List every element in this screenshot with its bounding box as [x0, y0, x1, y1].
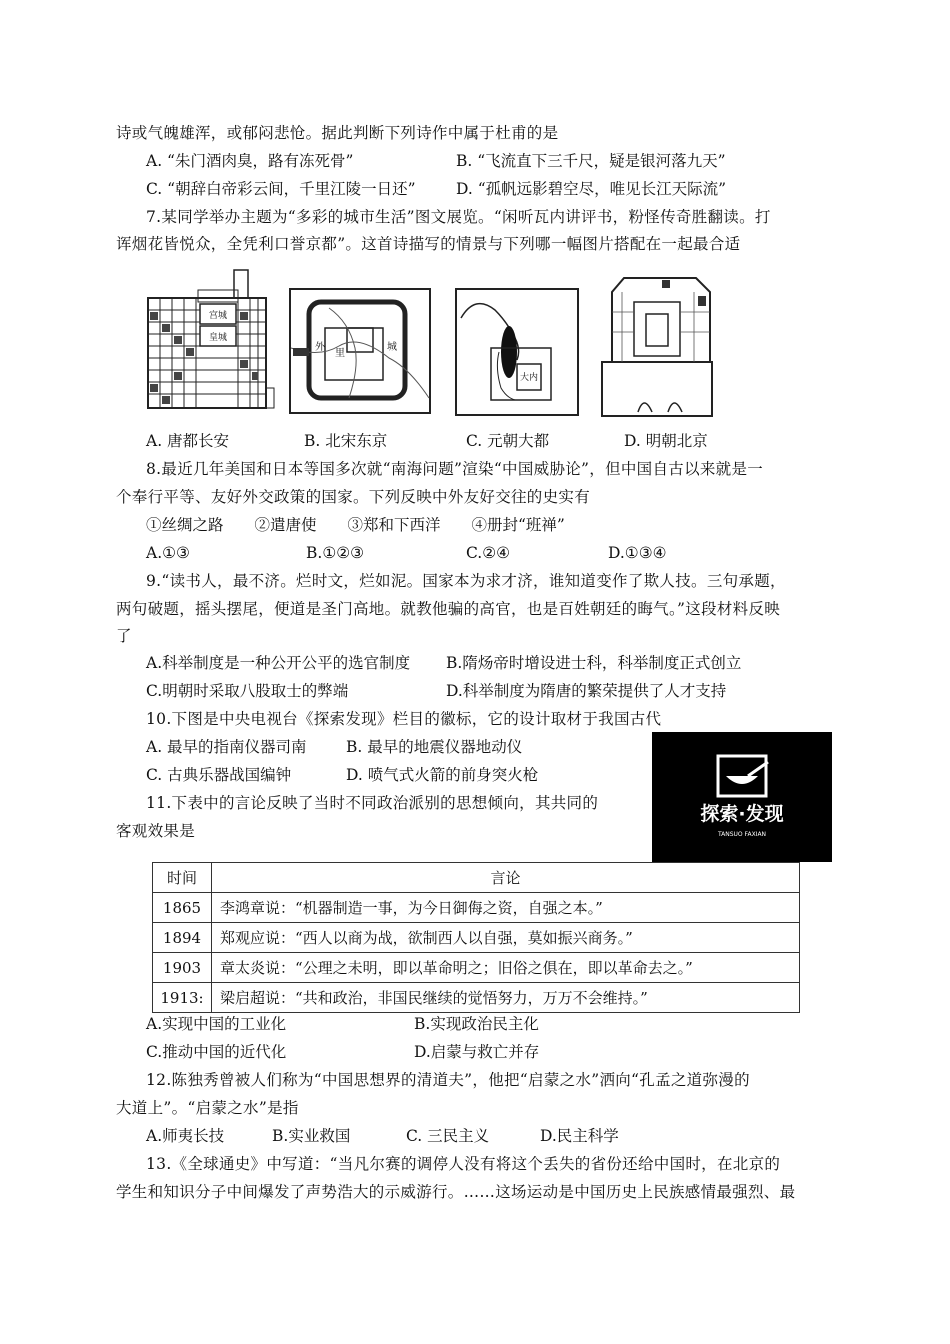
question-9: 9.“读书人，最不济。烂时文，烂如泥。国家本为求才济，谁知道变作了欺人技。三句承题， [146, 572, 786, 590]
option-b: B.实业救国 [272, 1127, 351, 1145]
logo-text: 探索·发现 [700, 803, 784, 825]
option-b: B.实现政治民主化 [414, 1015, 539, 1033]
text-line: 两句破题，摇头摆尾，便道是圣门高地。就教他骗的高官，也是百姓朝廷的晦气。”这段材料反映 [116, 600, 781, 618]
map-label: 城 [387, 342, 397, 353]
logo-icon [652, 732, 832, 862]
item-list: ①丝绸之路 ②遣唐使 ③郑和下西洋 ④册封“班禅” [146, 516, 565, 534]
option-c: C.②④ [466, 544, 511, 562]
option-a: A.实现中国的工业化 [146, 1015, 287, 1033]
option-b: B. 北宋东京 [304, 432, 388, 450]
cell-year: 1903 [153, 953, 212, 983]
map-label: 皇城 [208, 333, 228, 343]
map-label: 大内 [519, 373, 539, 383]
map-label: 外 [315, 342, 325, 353]
option-d: D.①③④ [608, 544, 667, 562]
header-year: 时间 [153, 863, 212, 893]
logo-subtext: TANSUO FAXIAN [717, 831, 767, 838]
question-13: 13.《全球通史》中写道：“当凡尔赛的调停人没有将这个丢失的省份还给中国时，在北京的 [146, 1155, 781, 1173]
text-line: 了 [116, 627, 132, 645]
option-d: D.科举制度为隋唐的繁荣提供了人才支持 [446, 682, 727, 700]
cell-year: 1865 [153, 893, 212, 923]
option-d: D. 喷气式火箭的前身突火枪 [346, 766, 539, 784]
text-line: 个奉行平等、友好外交政策的国家。下列反映中外友好交往的史实有 [116, 488, 591, 506]
cell-year: 1894 [153, 923, 212, 953]
cell-year: 1913: [153, 983, 212, 1013]
question-8: 8.最近几年美国和日本等国多次就“南海问题”渲染“中国威胁论”，但中国自古以来就是一 [146, 460, 764, 478]
option-a: A.师夷长技 [146, 1127, 225, 1145]
header-quote: 言论 [212, 863, 800, 893]
option-c: C. 元朝大都 [466, 432, 550, 450]
text-line: 大道上”。“启蒙之水”是指 [116, 1099, 299, 1117]
option-b: B.①②③ [306, 544, 365, 562]
option-d: D.启蒙与救亡并存 [414, 1043, 540, 1061]
map-label: 宫城 [208, 311, 228, 321]
option-c: C.推动中国的近代化 [146, 1043, 287, 1061]
option-a: A. “朱门酒肉臭，路有冻死骨” [146, 152, 354, 170]
option-c: C.明朝时采取八股取士的弊端 [146, 682, 349, 700]
question-10: 10.下图是中央电视台《探索发现》栏目的徽标，它的设计取材于我国古代 [146, 710, 662, 728]
map-dadu [455, 288, 579, 416]
option-b: B.隋炀帝时增设进士科，科举制度正式创立 [446, 654, 742, 672]
cell-quote: 梁启超说：“共和政治，非国民继续的觉悟努力，万万不会维持。” [212, 983, 800, 1013]
option-a: A. 最早的指南仪器司南 [146, 738, 307, 756]
option-d: D. “孤帆远影碧空尽，唯见长江天际流” [456, 180, 727, 198]
table-row [153, 893, 800, 923]
cell-quote: 李鸿章说：“机器制造一事，为今日御侮之资，自强之本。” [212, 893, 800, 923]
question-7: 7.某同学举办主题为“多彩的城市生活”图文展览。“闲听瓦内讲评书，粉怪传奇胜翻读。打 [146, 208, 771, 226]
table-row [153, 953, 800, 983]
text-line: 客观效果是 [116, 822, 196, 840]
option-c: C. 古典乐器战国编钟 [146, 766, 292, 784]
option-a: A. 唐都长安 [146, 432, 230, 450]
quote-table [152, 862, 800, 1013]
text-line: 诨烟花皆悦众，全凭利口誉京都”。这首诗描写的情景与下列哪一幅图片搭配在一起最合适 [116, 235, 741, 253]
cell-quote: 章太炎说：“公理之未明，即以革命明之；旧俗之俱在，即以革命去之。” [212, 953, 800, 983]
option-b: B. “飞流直下三千尺，疑是银河落九天” [456, 152, 726, 170]
table-row [153, 923, 800, 953]
map-beijing [598, 272, 716, 420]
map-label: 里 [335, 348, 345, 359]
table-header [153, 863, 800, 893]
question-12: 12.陈独秀曾被人们称为“中国思想界的清道夫”，他把“启蒙之水”洒向“孔孟之道弥漫的 [146, 1071, 750, 1089]
cell-quote: 郑观应说：“西人以商为战，欲制西人以自强，莫如振兴商务。” [212, 923, 800, 953]
option-c: C. “朝辞白帝彩云间，千里江陵一日还” [146, 180, 416, 198]
option-c: C. 三民主义 [406, 1127, 490, 1145]
text-line: 学生和知识分子中间爆发了声势浩大的示威游行。……这场运动是中国历史上民族感情最强烈、最 [116, 1183, 796, 1201]
table-row [153, 983, 800, 1013]
map-changan [146, 268, 276, 418]
text-line: 诗或气魄雄浑，或郁闷悲怆。据此判断下列诗作中属于杜甫的是 [116, 124, 559, 142]
question-11: 11.下表中的言论反映了当时不同政治派别的思想倾向，其共同的 [146, 794, 599, 812]
option-d: D.民主科学 [540, 1127, 619, 1145]
tansuo-faxian-logo [652, 732, 832, 862]
option-a: A.科举制度是一种公开公平的选官制度 [146, 654, 411, 672]
option-b: B. 最早的地震仪器地动仪 [346, 738, 523, 756]
option-d: D. 明朝北京 [624, 432, 708, 450]
map-dongjing [289, 288, 431, 414]
option-a: A.①③ [146, 544, 190, 562]
